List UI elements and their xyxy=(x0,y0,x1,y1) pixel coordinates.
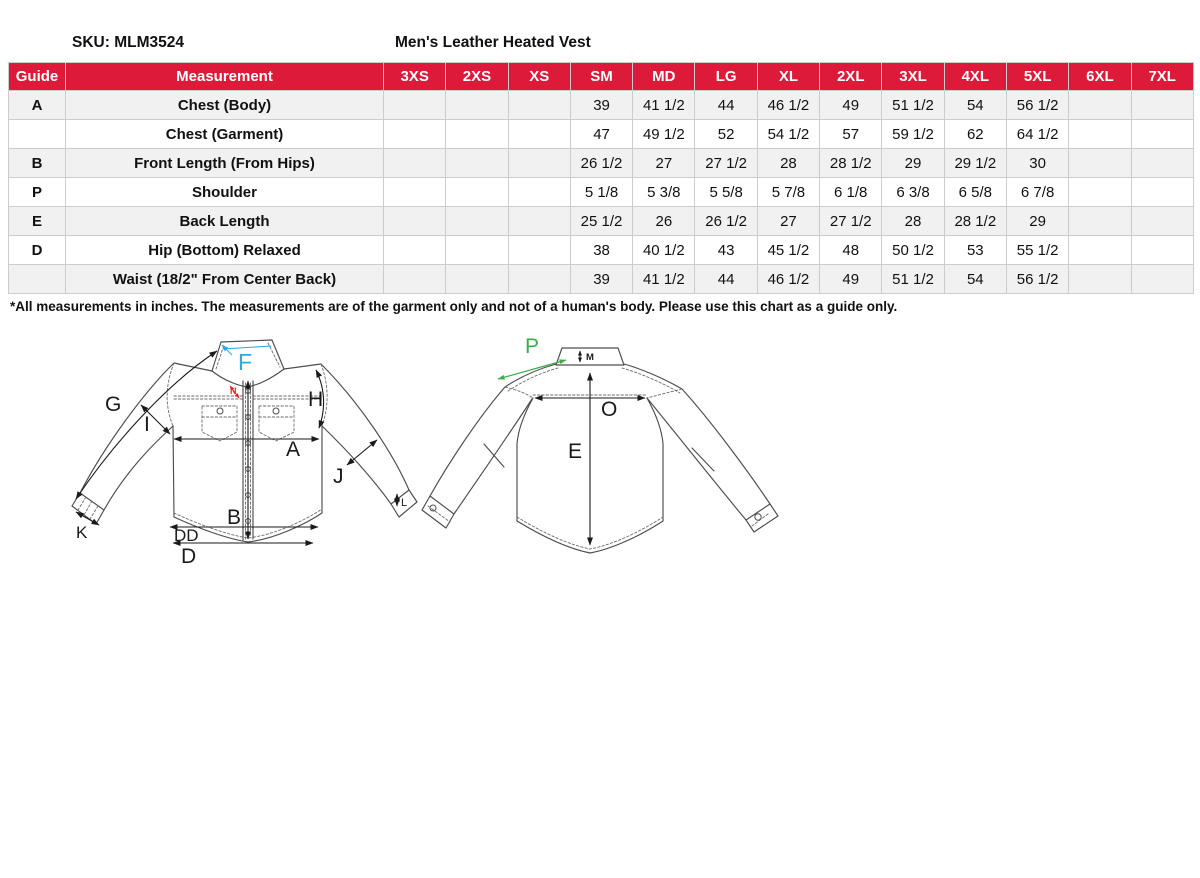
front-measure-b xyxy=(227,381,248,539)
value-cell xyxy=(384,207,446,236)
value-cell xyxy=(1069,178,1131,207)
value-cell: 49 1/2 xyxy=(633,120,695,149)
back-label-p: P xyxy=(525,336,540,358)
value-cell xyxy=(1069,207,1131,236)
col-header-measurement: Measurement xyxy=(66,63,384,91)
value-cell: 41 1/2 xyxy=(633,91,695,120)
col-header-guide: Guide xyxy=(9,63,66,91)
sku-label: SKU: MLM3524 xyxy=(72,34,184,51)
value-cell xyxy=(1131,236,1193,265)
value-cell xyxy=(508,265,570,294)
value-cell: 29 xyxy=(1006,207,1068,236)
value-cell: 59 1/2 xyxy=(882,120,944,149)
value-cell xyxy=(508,91,570,120)
value-cell: 62 xyxy=(944,120,1006,149)
value-cell: 54 xyxy=(944,265,1006,294)
value-cell: 29 1/2 xyxy=(944,149,1006,178)
table-body xyxy=(9,91,1194,294)
col-header-6xl: 6XL xyxy=(1069,63,1131,91)
col-header-xl: XL xyxy=(757,63,819,91)
value-cell: 46 1/2 xyxy=(757,91,819,120)
guide-cell: B xyxy=(9,149,66,178)
back-label-e: E xyxy=(568,440,583,463)
value-cell: 54 1/2 xyxy=(757,120,819,149)
value-cell: 6 3/8 xyxy=(882,178,944,207)
col-header-md: MD xyxy=(633,63,695,91)
col-header-2xl: 2XL xyxy=(820,63,882,91)
front-label-dd: DD xyxy=(174,526,199,545)
front-measure-collar xyxy=(222,345,271,375)
front-label-i: I xyxy=(144,413,150,436)
value-cell xyxy=(384,120,446,149)
table-row xyxy=(9,236,1194,265)
front-label-f: F xyxy=(238,349,253,375)
back-view-drawing xyxy=(420,336,780,564)
value-cell: 56 1/2 xyxy=(1006,265,1068,294)
guide-cell: E xyxy=(9,207,66,236)
col-header-3xl: 3XL xyxy=(882,63,944,91)
value-cell: 56 1/2 xyxy=(1006,91,1068,120)
front-label-j: J xyxy=(333,465,344,488)
value-cell xyxy=(508,120,570,149)
table-row xyxy=(9,120,1194,149)
value-cell: 5 5/8 xyxy=(695,178,757,207)
value-cell: 39 xyxy=(570,265,632,294)
measurement-cell: Front Length (From Hips) xyxy=(66,149,384,178)
front-label-l: L xyxy=(401,497,408,509)
col-header-5xl: 5XL xyxy=(1006,63,1068,91)
value-cell: 50 1/2 xyxy=(882,236,944,265)
value-cell: 52 xyxy=(695,120,757,149)
value-cell: 30 xyxy=(1006,149,1068,178)
value-cell: 26 1/2 xyxy=(570,149,632,178)
value-cell xyxy=(1069,149,1131,178)
value-cell: 27 xyxy=(633,149,695,178)
value-cell: 44 xyxy=(695,91,757,120)
measurements-footnote: *All measurements in inches. The measurements are of the garment only and not of a human's body. Please use this chart as a guide only. xyxy=(10,299,898,314)
table-row xyxy=(9,91,1194,120)
value-cell xyxy=(1131,265,1193,294)
front-label-a: A xyxy=(286,438,301,461)
value-cell: 27 1/2 xyxy=(695,149,757,178)
guide-cell: D xyxy=(9,236,66,265)
value-cell: 51 1/2 xyxy=(882,91,944,120)
col-header-4xl: 4XL xyxy=(944,63,1006,91)
front-measure-d xyxy=(173,543,313,568)
guide-cell: A xyxy=(9,91,66,120)
value-cell xyxy=(1131,178,1193,207)
table-row xyxy=(9,178,1194,207)
value-cell xyxy=(446,149,508,178)
guide-cell: P xyxy=(9,178,66,207)
col-header-xs: XS xyxy=(508,63,570,91)
page-title: Men's Leather Heated Vest xyxy=(395,34,591,51)
measurement-cell: Shoulder xyxy=(66,178,384,207)
table-row xyxy=(9,265,1194,294)
value-cell: 39 xyxy=(570,91,632,120)
value-cell xyxy=(384,91,446,120)
value-cell: 38 xyxy=(570,236,632,265)
value-cell xyxy=(1069,236,1131,265)
value-cell xyxy=(446,91,508,120)
value-cell xyxy=(1131,207,1193,236)
value-cell: 28 1/2 xyxy=(944,207,1006,236)
value-cell xyxy=(1069,265,1131,294)
value-cell: 27 1/2 xyxy=(820,207,882,236)
value-cell: 5 7/8 xyxy=(757,178,819,207)
front-label-g: G xyxy=(105,393,122,416)
front-measure-h xyxy=(308,370,324,428)
front-measure-dd xyxy=(170,526,318,545)
value-cell: 5 1/8 xyxy=(570,178,632,207)
value-cell xyxy=(508,236,570,265)
value-cell: 28 1/2 xyxy=(820,149,882,178)
front-label-d: D xyxy=(181,545,197,568)
value-cell: 26 xyxy=(633,207,695,236)
value-cell xyxy=(1131,91,1193,120)
back-label-o: O xyxy=(601,398,618,421)
value-cell: 46 1/2 xyxy=(757,265,819,294)
back-garment-outline xyxy=(422,348,778,553)
value-cell xyxy=(384,149,446,178)
value-cell: 48 xyxy=(820,236,882,265)
value-cell xyxy=(508,207,570,236)
value-cell: 54 xyxy=(944,91,1006,120)
value-cell: 47 xyxy=(570,120,632,149)
value-cell: 25 1/2 xyxy=(570,207,632,236)
value-cell: 27 xyxy=(757,207,819,236)
value-cell xyxy=(446,120,508,149)
value-cell xyxy=(508,149,570,178)
value-cell: 28 xyxy=(757,149,819,178)
table-row xyxy=(9,207,1194,236)
back-label-m: M xyxy=(586,352,594,363)
value-cell: 41 1/2 xyxy=(633,265,695,294)
value-cell: 6 7/8 xyxy=(1006,178,1068,207)
front-label-k: K xyxy=(76,523,88,542)
table-header xyxy=(9,63,1194,91)
value-cell: 57 xyxy=(820,120,882,149)
col-header-sm: SM xyxy=(570,63,632,91)
measurement-cell: Hip (Bottom) Relaxed xyxy=(66,236,384,265)
front-measure-i xyxy=(141,405,170,436)
front-measure-k xyxy=(76,512,99,542)
value-cell: 6 1/8 xyxy=(820,178,882,207)
value-cell: 64 1/2 xyxy=(1006,120,1068,149)
front-left-pocket xyxy=(202,406,237,441)
value-cell xyxy=(446,178,508,207)
value-cell: 49 xyxy=(820,265,882,294)
back-measure-m xyxy=(580,351,594,363)
value-cell: 6 5/8 xyxy=(944,178,1006,207)
value-cell xyxy=(446,265,508,294)
value-cell xyxy=(1069,91,1131,120)
measurement-cell: Waist (18/2" From Center Back) xyxy=(66,265,384,294)
value-cell: 44 xyxy=(695,265,757,294)
value-cell: 28 xyxy=(882,207,944,236)
col-header-2xs: 2XS xyxy=(446,63,508,91)
value-cell: 5 3/8 xyxy=(633,178,695,207)
value-cell xyxy=(1131,120,1193,149)
value-cell: 53 xyxy=(944,236,1006,265)
front-right-pocket xyxy=(259,406,294,441)
col-header-3xs: 3XS xyxy=(384,63,446,91)
value-cell: 55 1/2 xyxy=(1006,236,1068,265)
front-label-n: N xyxy=(230,386,237,396)
measurement-cell: Back Length xyxy=(66,207,384,236)
value-cell xyxy=(1069,120,1131,149)
front-measure-j xyxy=(333,440,377,488)
front-label-h: H xyxy=(308,388,324,411)
front-measure-l xyxy=(397,494,407,509)
value-cell xyxy=(384,178,446,207)
value-cell: 40 1/2 xyxy=(633,236,695,265)
value-cell xyxy=(446,207,508,236)
back-measure-e xyxy=(568,373,590,545)
value-cell xyxy=(384,236,446,265)
col-header-7xl: 7XL xyxy=(1131,63,1193,91)
value-cell: 29 xyxy=(882,149,944,178)
table-row xyxy=(9,149,1194,178)
value-cell xyxy=(508,178,570,207)
value-cell: 49 xyxy=(820,91,882,120)
value-cell xyxy=(384,265,446,294)
value-cell xyxy=(446,236,508,265)
front-label-b: B xyxy=(227,506,242,529)
front-view-drawing xyxy=(60,333,430,578)
guide-cell xyxy=(9,265,66,294)
value-cell xyxy=(1131,149,1193,178)
value-cell: 51 1/2 xyxy=(882,265,944,294)
measurement-cell: Chest (Garment) xyxy=(66,120,384,149)
value-cell: 45 1/2 xyxy=(757,236,819,265)
col-header-lg: LG xyxy=(695,63,757,91)
guide-cell xyxy=(9,120,66,149)
page-header xyxy=(0,34,1200,58)
value-cell: 43 xyxy=(695,236,757,265)
measurement-cell: Chest (Body) xyxy=(66,91,384,120)
value-cell: 26 1/2 xyxy=(695,207,757,236)
size-chart-table xyxy=(8,62,1194,294)
